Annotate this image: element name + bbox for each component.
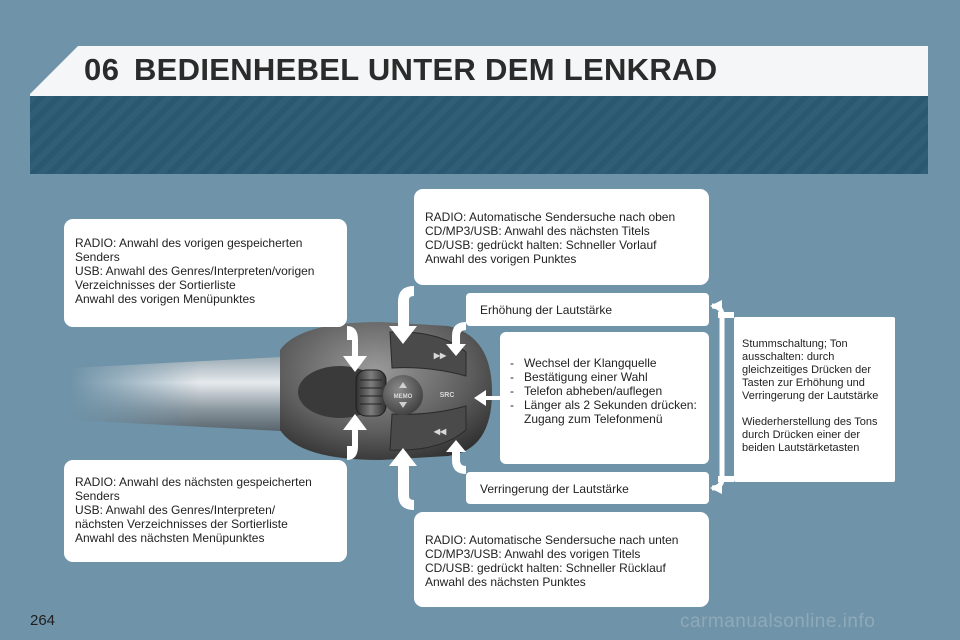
callout-line: USB: Anwahl des Genres/Interpreten/vorigen (75, 264, 315, 278)
mute-description: Stummschaltung; Ton ausschalten: durch gleichzeitiges Drücken der Tasten zur Erhöhung und Verringerung der Lautstärke (742, 338, 879, 402)
callout-line: Anwahl des nächsten Menüpunktes (75, 531, 265, 545)
callout-seek-up (414, 189, 709, 285)
list-item: - Telefon abheben/auflegen (508, 384, 701, 398)
next-track-glyph: ▶▶ (433, 351, 447, 360)
callout-line: CD/USB: gedrückt halten: Schneller Vorlauf (425, 238, 657, 252)
callout-line: Senders (75, 489, 120, 503)
src-label: SRC (439, 392, 455, 399)
callout-line: RADIO: Anwahl des nächsten gespeicherten (75, 475, 312, 489)
callout-line: CD/USB: gedrückt halten: Schneller Rücklauf (425, 561, 666, 575)
chapter-number: 06 (84, 52, 120, 87)
callout-line: RADIO: Anwahl des vorigen gespeicherten (75, 236, 303, 250)
callout-source (500, 332, 709, 464)
callout-line: CD/MP3/USB: Anwahl des vorigen Titels (425, 547, 641, 561)
mute-arrow-up-icon (710, 300, 722, 312)
list-item: - Bestätigung einer Wahl (508, 370, 701, 384)
callout-line: Verringerung der Lautstärke (480, 482, 629, 496)
callout-line: Senders (75, 250, 120, 264)
mute-bracket (712, 306, 722, 488)
watermark: carmanualsonline.info (680, 611, 876, 632)
scroll-wheel (356, 370, 386, 416)
callout-line: nächsten Verzeichnisses der Sortierliste (75, 517, 288, 531)
callout-volume-up (466, 293, 709, 326)
callout-line: RADIO: Automatische Sendersuche nach unten (425, 533, 679, 547)
callout-line: CD/MP3/USB: Anwahl des nächsten Titels (425, 224, 650, 238)
callout-line: USB: Anwahl des Genres/Interpreten/ (75, 503, 276, 517)
callout-mute (734, 317, 895, 482)
prev-track-glyph: ◀◀ (433, 427, 447, 436)
callout-line: Anwahl des vorigen Punktes (425, 252, 577, 266)
page-number: 264 (30, 612, 56, 629)
page-title: BEDIENHEBEL UNTER DEM LENKRAD (134, 52, 718, 87)
callout-line: Anwahl des nächsten Punktes (425, 575, 586, 589)
memo-label: MEMO (393, 394, 413, 400)
callout-line: RADIO: Automatische Sendersuche nach oben (425, 210, 676, 224)
callout-line: Erhöhung der Lautstärke (480, 303, 613, 317)
callout-line: Verzeichnisses der Sortierliste (75, 278, 236, 292)
mute-arrow-down-icon (710, 482, 722, 494)
list-item: - Wechsel der Klangquelle (508, 356, 701, 370)
callout-seek-down (414, 512, 709, 607)
callout-previous-preset (64, 219, 347, 327)
unmute-description: Wiederherstellung des Tons durch Drücken einer der beiden Lautstärketasten (742, 416, 878, 454)
source-list (508, 356, 701, 426)
callout-next-preset (64, 460, 347, 562)
callout-line: Anwahl des vorigen Menüpunktes (75, 292, 256, 306)
callout-volume-down (466, 472, 709, 504)
list-item: - Länger als 2 Sekunden drücken: Zugang zum Telefonmenü (508, 398, 701, 426)
